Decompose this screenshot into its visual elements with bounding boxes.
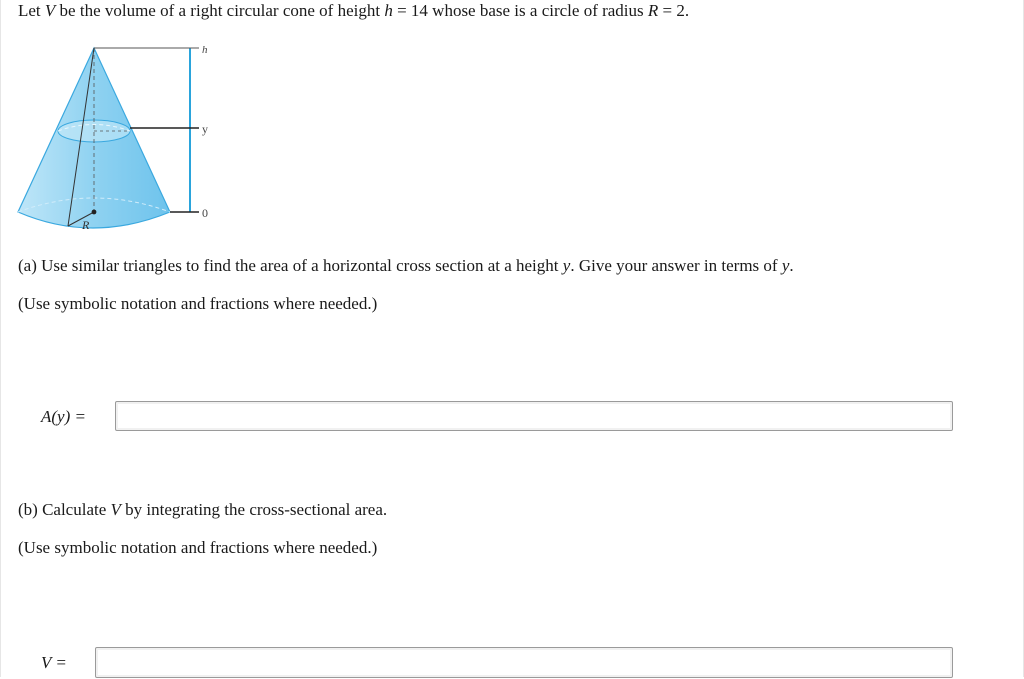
problem-statement: Let V be the volume of a right circular cone of height h = 14 whose base is a circle of radius R = 2.	[18, 1, 690, 20]
label-r: R	[82, 218, 90, 232]
cone-figure	[14, 36, 224, 236]
label-y: y	[202, 122, 208, 136]
part-b-answer-input[interactable]	[95, 647, 953, 678]
part-a-answer-label: A(y) =	[41, 407, 86, 426]
part-a-hint: (Use symbolic notation and fractions where needed.)	[18, 294, 378, 313]
base-center-dot	[92, 210, 97, 215]
part-a-question: (a) Use similar triangles to find the area of a horizontal cross section at a height y. Give your answer in terms of y.	[18, 256, 794, 275]
label-h: h	[202, 44, 208, 56]
part-b-question: (b) Calculate V by integrating the cross-sectional area.	[18, 500, 388, 519]
part-b-answer-label: V =	[41, 653, 67, 672]
part-b-hint: (Use symbolic notation and fractions where needed.)	[18, 538, 378, 557]
part-a-answer-input[interactable]	[115, 401, 953, 431]
label-0: 0	[202, 206, 208, 220]
